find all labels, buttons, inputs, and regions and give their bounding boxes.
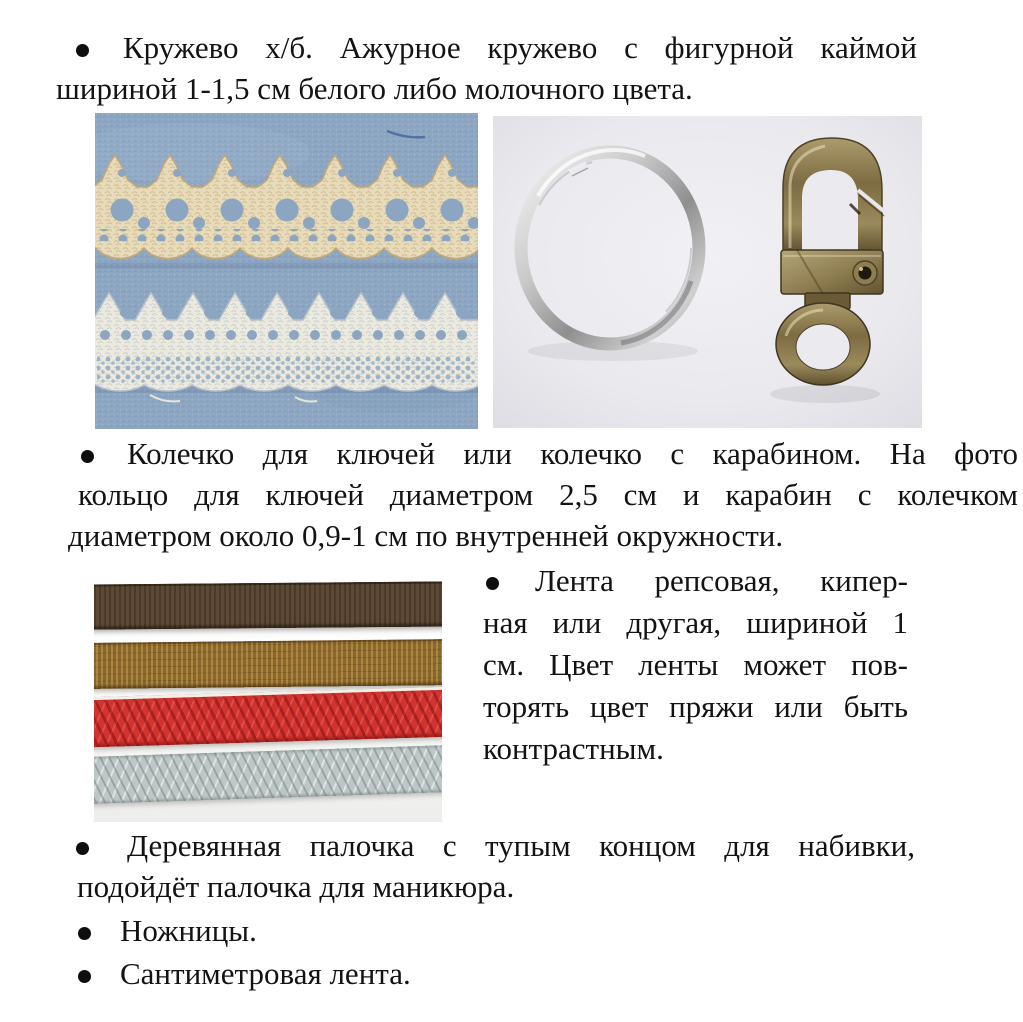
text-line: контрастным. (483, 731, 664, 766)
text-line: Ножницы. (120, 913, 257, 948)
keyring-photo (493, 116, 922, 428)
bullet-marker-icon (76, 44, 89, 57)
bullet-marker-icon (78, 927, 91, 940)
ribbons-photo (94, 575, 442, 822)
text-line: кольцо для ключей диаметром 2,5 см и карабин с колечком (78, 477, 1018, 512)
text-line: Деревянная палочка с тупым концом для набивки, (127, 828, 915, 863)
lace-photo (95, 113, 478, 429)
text-line: см. Цвет ленты может пов- (483, 647, 908, 682)
text-line: ная или другая, шириной 1 (483, 605, 908, 640)
text-line: Кружево х/б. Ажурное кружево с фигурной каймой (123, 30, 917, 65)
lace-photo-illustration (95, 113, 478, 429)
text-line: Колечко для ключей или колечко с карабином. На фото (127, 436, 1018, 471)
bullet-marker-icon (81, 450, 94, 463)
bullet-item-tape (56, 953, 915, 994)
bullet-item-keyring (56, 433, 1018, 556)
text-line: торять цвет пряжи или быть (483, 689, 908, 724)
bullet-marker-icon (78, 970, 91, 983)
text-line: подойдёт палочка для маникюра. (77, 869, 515, 904)
ribbon-red (94, 687, 442, 748)
text-line: Сантиметровая лента. (120, 956, 411, 991)
text-line: шириной 1-1,5 см белого либо молочного цвета. (56, 71, 693, 106)
bullet-marker-icon (486, 577, 499, 590)
bullet-item-stick (56, 825, 915, 907)
keyring-photo-illustration (493, 116, 922, 428)
text-line: диаметром около 0,9-1 см по внутренней окружности. (68, 518, 784, 553)
bullet-item-lace (56, 27, 917, 109)
text-line: Лента репсовая, кипер- (535, 563, 908, 598)
bullet-marker-icon (76, 842, 89, 855)
swivel-ring (776, 303, 870, 385)
ribbon-brown (94, 581, 442, 629)
bullet-item-ribbon (483, 560, 908, 770)
ribbon-gold (94, 639, 442, 689)
bullet-item-scissors (56, 910, 915, 951)
white-lace-strip (95, 293, 478, 402)
ribbon-pale (94, 745, 442, 804)
